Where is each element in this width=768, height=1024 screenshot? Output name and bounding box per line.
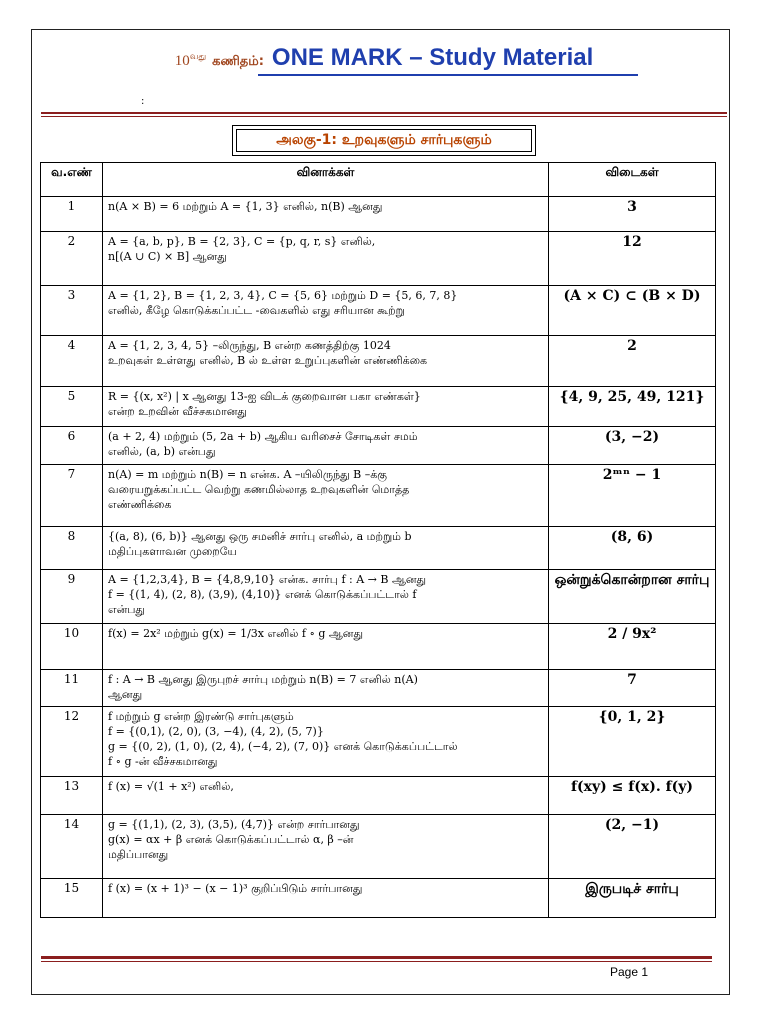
table-row bbox=[41, 777, 716, 815]
question-text bbox=[103, 197, 549, 232]
question-number: 15 bbox=[41, 879, 103, 918]
answer-text: {0, 1, 2} bbox=[549, 707, 716, 777]
question-number: 11 bbox=[41, 670, 103, 707]
table-row bbox=[41, 570, 716, 624]
question-line: f : A → B ஆனது இருபுறச் சார்பு மற்றும் n(B) = 7 எனில் n(A) bbox=[108, 673, 418, 686]
answer-text: (2, −1) bbox=[549, 815, 716, 879]
table-row bbox=[41, 707, 716, 777]
question-line: என்ற உறவின் வீச்சகமானது bbox=[108, 405, 247, 418]
header-colon: : bbox=[141, 96, 145, 107]
question-text bbox=[103, 624, 549, 670]
question-line: எனில், கீழே கொடுக்கப்பட்ட -வைகளில் எது சரியான கூற்று bbox=[108, 304, 405, 317]
question-line: g = {(1,1), (2, 3), (3,5), (4,7)} என்ற சார்பானது bbox=[108, 818, 360, 831]
answer-text: 12 bbox=[549, 232, 716, 286]
grade-label: $10^{வது}$ bbox=[174, 51, 207, 69]
question-line: {(a, 8), (6, b)} ஆனது ஒரு சமனிச் சார்பு எனில், a மற்றும் b bbox=[108, 530, 412, 543]
question-line: ஆனது bbox=[108, 688, 143, 701]
question-text bbox=[103, 232, 549, 286]
table-body bbox=[41, 197, 716, 918]
question-line: f மற்றும் g என்ற இரண்டு சார்புகளும் bbox=[108, 710, 294, 723]
table-row bbox=[41, 624, 716, 670]
footer-rule-thin bbox=[41, 961, 712, 962]
answer-text: 2 / 9x² bbox=[549, 624, 716, 670]
question-number: 10 bbox=[41, 624, 103, 670]
question-number: 2 bbox=[41, 232, 103, 286]
question-line: g(x) = αx + β எனக் கொடுக்கப்பட்டால் α, β –ன் bbox=[108, 833, 354, 846]
question-line: n(A) = m மற்றும் n(B) = n என்க. A –யிலிருந்து B –க்கு bbox=[108, 468, 388, 481]
question-line: f (x) = (x + 1)³ − (x − 1)³ குறிப்பிடும் சார்பானது bbox=[108, 882, 363, 895]
question-text bbox=[103, 570, 549, 624]
table-row bbox=[41, 465, 716, 527]
question-number: 4 bbox=[41, 336, 103, 387]
question-line: எனில், (a, b) என்பது bbox=[108, 445, 216, 458]
question-text bbox=[103, 879, 549, 918]
header-serial: வ.எண் bbox=[41, 163, 103, 197]
question-text bbox=[103, 527, 549, 570]
table-row bbox=[41, 336, 716, 387]
question-line: உறவுகள் உள்ளது எனில், B ல் உள்ள உறுப்புகளின் எண்ணிக்கை bbox=[108, 354, 428, 367]
table-header-row bbox=[41, 163, 716, 197]
question-line: f = {(0,1), (2, 0), (3, −4), (4, 2), (5, 7)} bbox=[108, 725, 324, 738]
subject-label: கணிதம்: bbox=[212, 54, 264, 69]
table-row bbox=[41, 879, 716, 918]
question-line: A = {1, 2}, B = {1, 2, 3, 4}, C = {5, 6} மற்றும் D = {5, 6, 7, 8} bbox=[108, 289, 458, 302]
page-number: Page 1 bbox=[610, 965, 649, 979]
question-number: 1 bbox=[41, 197, 103, 232]
question-line: வரையறுக்கப்பட்ட வெற்று கணமில்லாத உறவுகளின் மொத்த bbox=[108, 483, 410, 496]
header-questions: வினாக்கள் bbox=[103, 163, 549, 197]
question-line: n(A × B) = 6 மற்றும் A = {1, 3} எனில், n(B) ஆனது bbox=[108, 200, 383, 213]
question-number: 3 bbox=[41, 286, 103, 336]
table-row bbox=[41, 387, 716, 427]
page-header bbox=[0, 44, 768, 72]
answer-text: 7 bbox=[549, 670, 716, 707]
question-text bbox=[103, 286, 549, 336]
table-row bbox=[41, 232, 716, 286]
question-number: 13 bbox=[41, 777, 103, 815]
question-line: g = {(0, 2), (1, 0), (2, 4), (−4, 2), (7, 0)} எனக் கொடுக்கப்பட்டால் bbox=[108, 740, 458, 753]
answer-text: 2ᵐⁿ − 1 bbox=[549, 465, 716, 527]
header-rule-thin bbox=[41, 116, 727, 117]
answer-text: இருபடிச் சார்பு bbox=[549, 879, 716, 918]
question-text bbox=[103, 387, 549, 427]
question-line: மதிப்புகளாவன முறையே bbox=[108, 545, 237, 558]
question-number: 7 bbox=[41, 465, 103, 527]
title-underline bbox=[258, 74, 638, 76]
answer-text: 2 bbox=[549, 336, 716, 387]
answer-text: (A × C) ⊂ (B × D) bbox=[549, 286, 716, 336]
question-number: 6 bbox=[41, 427, 103, 465]
header-rule bbox=[41, 112, 727, 114]
question-line: என்பது bbox=[108, 603, 145, 616]
header-answers: விடைகள் bbox=[549, 163, 716, 197]
question-line: f = {(1, 4), (2, 8), (3,9), (4,10)} எனக் கொடுக்கப்பட்டால் f bbox=[108, 588, 417, 601]
question-text bbox=[103, 815, 549, 879]
answer-text: 3 bbox=[549, 197, 716, 232]
table-row bbox=[41, 286, 716, 336]
question-text bbox=[103, 427, 549, 465]
question-text bbox=[103, 777, 549, 815]
unit-title bbox=[232, 125, 536, 156]
question-text bbox=[103, 465, 549, 527]
question-line: f ∘ g -ன் வீச்சகமானது bbox=[108, 755, 218, 768]
question-line: f(x) = 2x² மற்றும் g(x) = 1/3x எனில் f ∘ g ஆனது bbox=[108, 627, 363, 640]
table-row bbox=[41, 670, 716, 707]
question-text bbox=[103, 336, 549, 387]
table-row bbox=[41, 427, 716, 465]
table-row bbox=[41, 527, 716, 570]
question-text bbox=[103, 670, 549, 707]
question-text bbox=[103, 707, 549, 777]
question-line: (a + 2, 4) மற்றும் (5, 2a + b) ஆகிய வரிசைச் சோடிகள் சமம் bbox=[108, 430, 418, 443]
table-row bbox=[41, 815, 716, 879]
question-line: A = {1,2,3,4}, B = {4,8,9,10} என்க. சார்பு f : A → B ஆனது bbox=[108, 573, 427, 586]
question-line: A = {1, 2, 3, 4, 5} –லிருந்து, B என்ற கணத்திற்கு 1024 bbox=[108, 339, 391, 352]
question-line: எண்ணிக்கை bbox=[108, 498, 172, 511]
question-line: R = {(x, x²) | x ஆனது 13-ஐ விடக் குறைவான பகா எண்கள்} bbox=[108, 390, 421, 403]
question-number: 8 bbox=[41, 527, 103, 570]
document-title: ONE MARK – Study Material bbox=[271, 44, 594, 71]
question-line: f (x) = √(1 + x²) எனில், bbox=[108, 780, 234, 793]
question-number: 9 bbox=[41, 570, 103, 624]
unit-title-text: அலகு-1: உறவுகளும் சார்புகளும் bbox=[276, 131, 492, 148]
question-number: 12 bbox=[41, 707, 103, 777]
answer-text: (8, 6) bbox=[549, 527, 716, 570]
question-line: மதிப்பானது bbox=[108, 848, 169, 861]
table-row bbox=[41, 197, 716, 232]
question-number: 14 bbox=[41, 815, 103, 879]
question-table bbox=[40, 162, 716, 918]
answer-text: f(xy) ≤ f(x). f(y) bbox=[549, 777, 716, 815]
question-number: 5 bbox=[41, 387, 103, 427]
question-line: n[(A ∪ C) × B] ஆனது bbox=[108, 250, 227, 263]
answer-text: (3, −2) bbox=[549, 427, 716, 465]
answer-text: {4, 9, 25, 49, 121} bbox=[549, 387, 716, 427]
answer-text: ஒன்றுக்கொன்றான சார்பு bbox=[549, 570, 716, 624]
footer-rule bbox=[41, 956, 712, 959]
question-line: A = {a, b, p}, B = {2, 3}, C = {p, q, r, s} எனில், bbox=[108, 235, 376, 248]
